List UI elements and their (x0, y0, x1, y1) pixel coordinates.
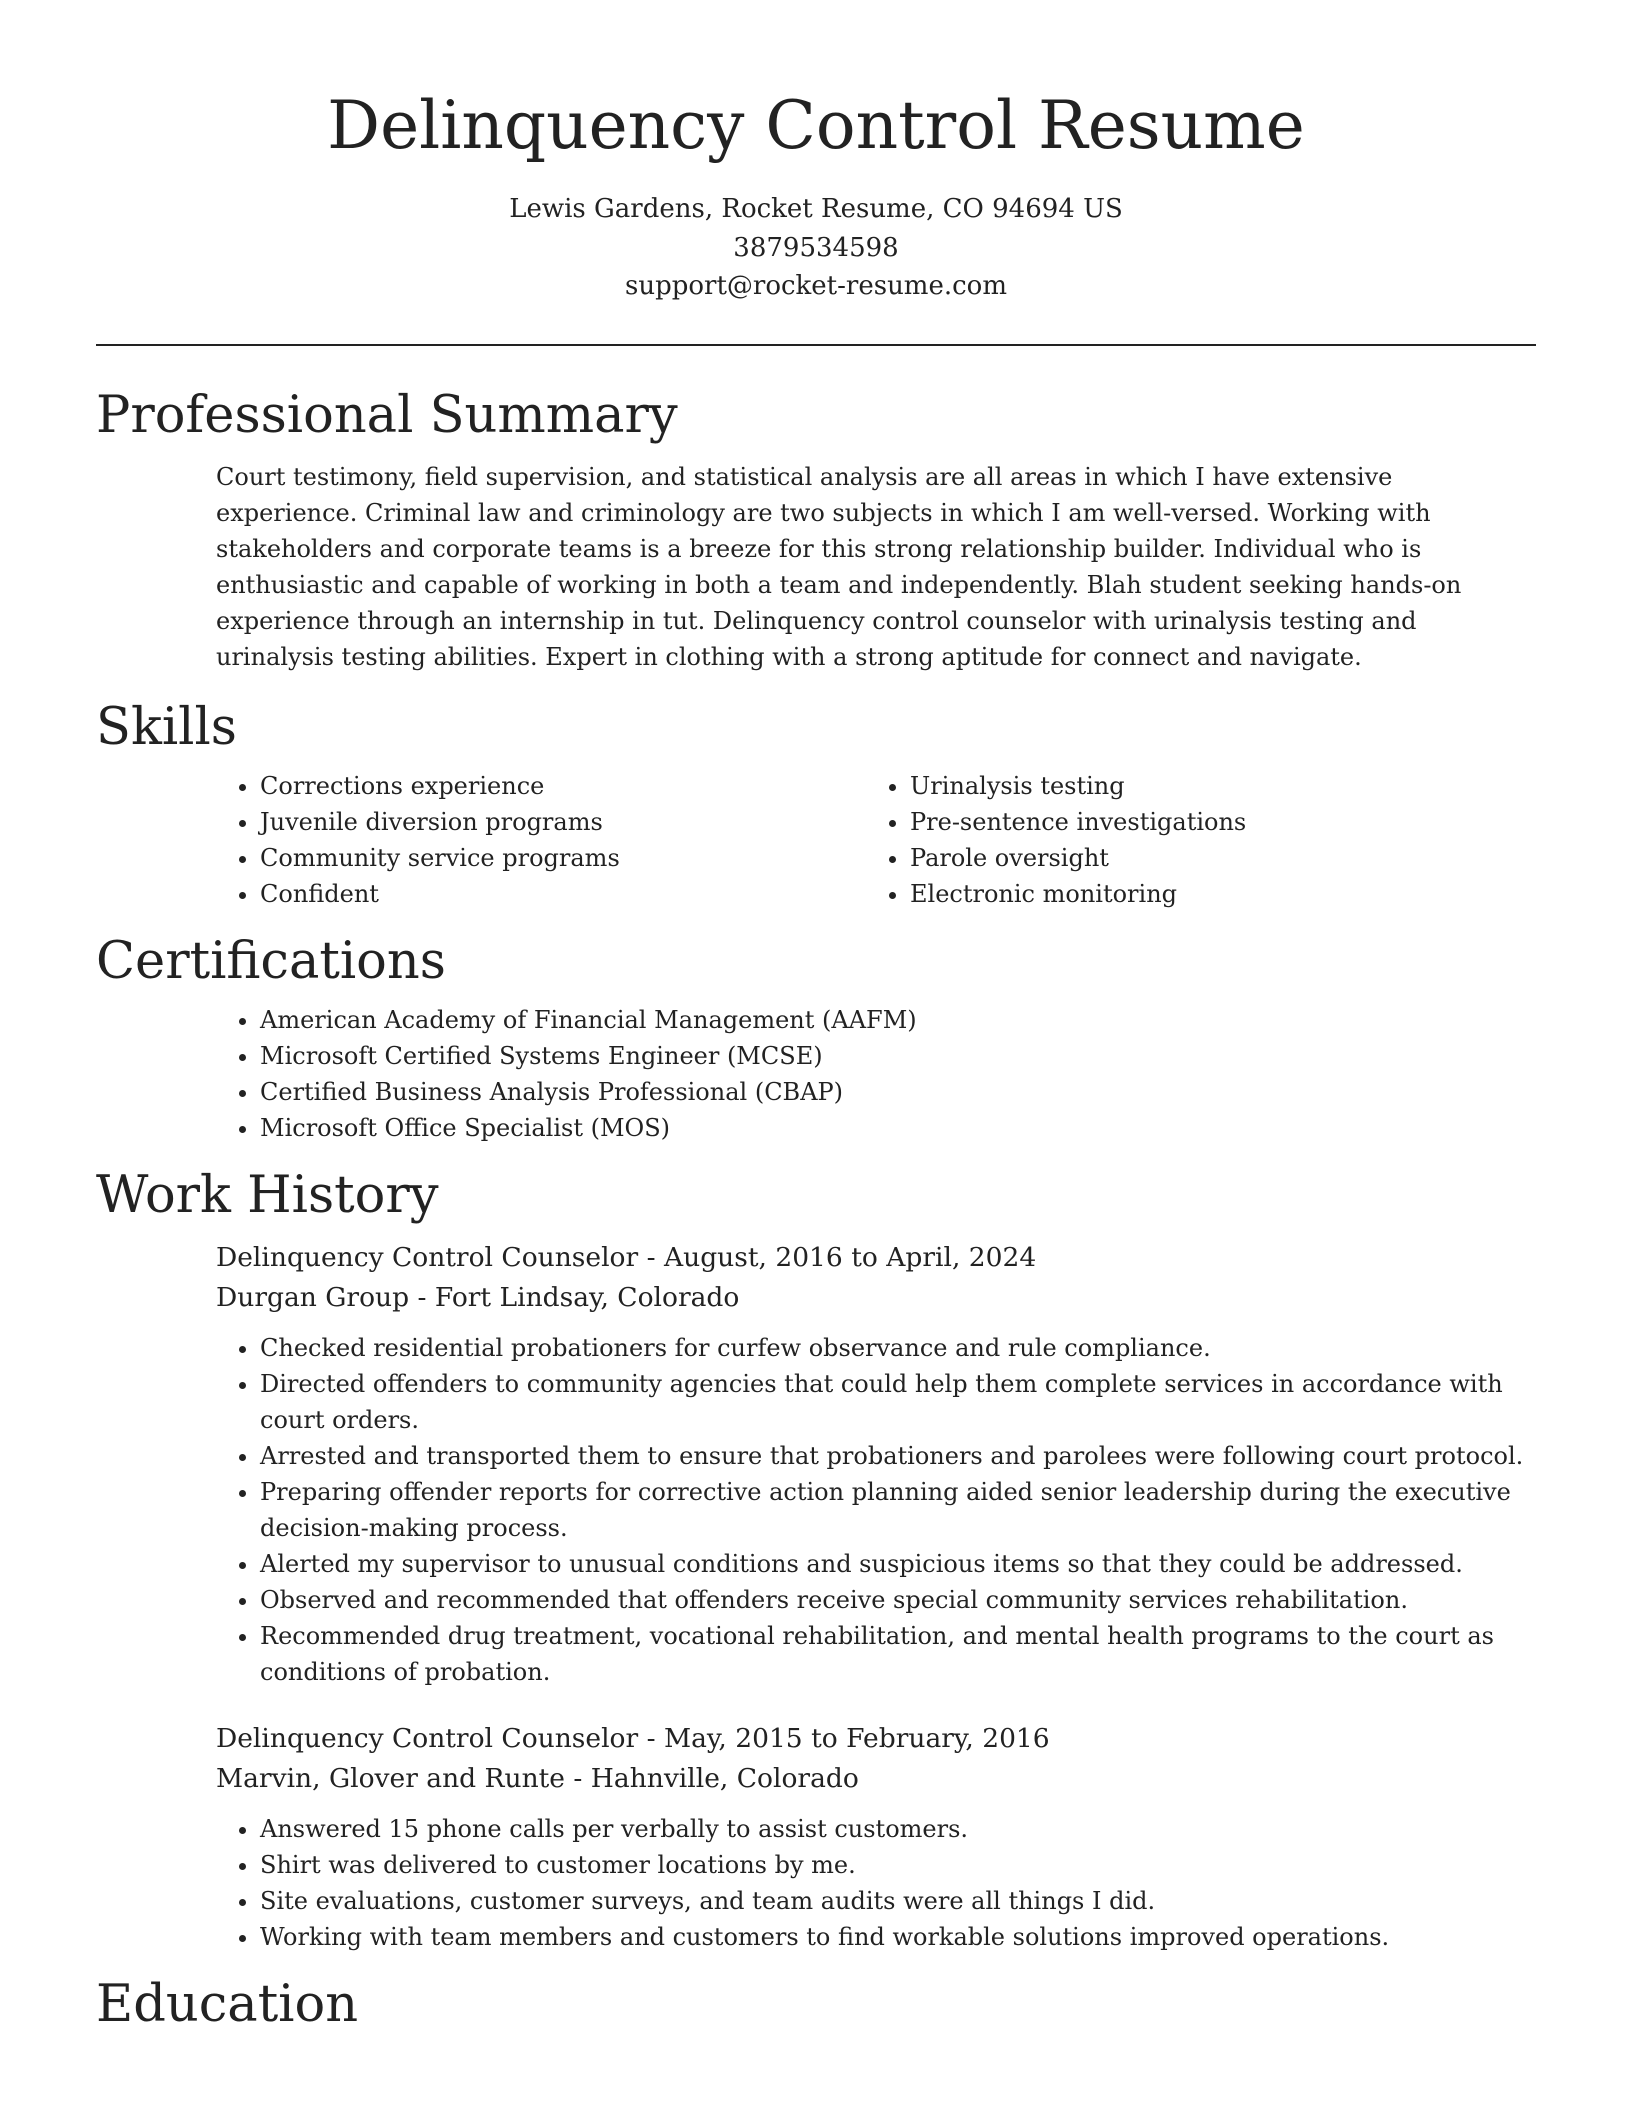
certification-item: • Microsoft Certified Systems Engineer (MCSE) (260, 1038, 1536, 1074)
job-company: Durgan Group (216, 1281, 410, 1313)
certification-item: • Certified Business Analysis Professional (CBAP) (260, 1074, 1536, 1110)
job-company-line (216, 1278, 1536, 1318)
skill-item: • Juvenile diversion programs (260, 804, 866, 840)
resume-title: Delinquency Control Resume (327, 87, 1305, 164)
education-heading: Education (96, 1974, 359, 2034)
resume-page (96, 0, 1536, 2035)
skill-item: • Corrections experience (260, 768, 866, 804)
duty-item: • Alerted my supervisor to unusual conditions and suspicious items so that they could be addressed. (260, 1546, 1536, 1582)
skill-item: • Urinalysis testing (910, 768, 1536, 804)
job-separator: - (564, 1762, 591, 1794)
skills-right-column (866, 768, 1536, 912)
summary-text: Court testimony, field supervision, and statistical analysis are all areas in which I have extensive experience. Criminal law and criminology are two subjects in which I am well-versed. Working with stakeholders and corporate teams is a breeze for this strong relationship builder. Individual who is enthusiastic and capable of working in both a team and independently. Blah student seeking hands-on experience through an internship in tut. Delinquency control counselor with urinalysis testing and urinalysis testing abilities. Expert in clothing with a strong aptitude for connect and navigate. (216, 462, 1462, 671)
job-duties (216, 1811, 1536, 1955)
work-history-section (96, 1166, 1536, 1955)
duty-item: • Recommended drug treatment, vocational rehabilitation, and mental health programs to the court as conditions of probation. (260, 1618, 1536, 1690)
skill-item: • Pre-sentence investigations (910, 804, 1536, 840)
certification-item: • American Academy of Financial Management (AAFM) (260, 1002, 1536, 1038)
job-separator: - (409, 1281, 435, 1313)
certifications-section (96, 932, 1536, 1146)
job-location: Fort Lindsay, Colorado (434, 1281, 740, 1313)
job-location: Hahnville, Colorado (590, 1762, 859, 1794)
job-company: Marvin, Glover and Runte (216, 1762, 565, 1794)
resume-header (96, 0, 1536, 306)
duty-item: • Shirt was delivered to customer locations by me. (260, 1847, 1536, 1883)
job-title-line (216, 1238, 1536, 1278)
education-section (96, 1975, 1536, 2035)
contact-address: Lewis Gardens, Rocket Resume, CO 94694 US (509, 194, 1123, 224)
work-history-heading: Work History (96, 1165, 439, 1225)
skill-item: • Parole oversight (910, 840, 1536, 876)
summary-heading: Professional Summary (96, 385, 678, 445)
job-company-line (216, 1759, 1536, 1799)
certifications-list (216, 1002, 1536, 1146)
skills-section (96, 698, 1536, 912)
job-title: Delinquency Control Counselor (216, 1722, 639, 1754)
job-separator: - (638, 1722, 664, 1754)
header-divider (96, 344, 1536, 346)
job-duties (216, 1330, 1536, 1690)
job-separator: - (638, 1241, 664, 1273)
job-dates: May, 2015 to February, 2016 (664, 1722, 1050, 1754)
duty-item: • Working with team members and customers to find workable solutions improved operations. (260, 1919, 1536, 1955)
job-entry (216, 1238, 1536, 1690)
job-dates: August, 2016 to April, 2024 (664, 1241, 1037, 1273)
duty-item: • Checked residential probationers for curfew observance and rule compliance. (260, 1330, 1536, 1366)
skill-item: • Electronic monitoring (910, 876, 1536, 912)
certifications-heading: Certifications (96, 931, 446, 991)
summary-section (96, 386, 1536, 675)
job-entry (216, 1719, 1536, 1955)
skill-item: • Confident (260, 876, 866, 912)
contact-block (96, 190, 1536, 306)
duty-item: • Observed and recommended that offenders receive special community services rehabilitation. (260, 1582, 1536, 1618)
skill-item: • Community service programs (260, 840, 866, 876)
certification-item: • Microsoft Office Specialist (MOS) (260, 1110, 1536, 1146)
skills-left-column (216, 768, 866, 912)
contact-phone: 3879534598 (733, 232, 899, 263)
duty-item: • Directed offenders to community agencies that could help them complete services in accordance with court orders. (260, 1366, 1536, 1438)
duty-item: • Answered 15 phone calls per verbally to assist customers. (260, 1811, 1536, 1847)
duty-item: • Preparing offender reports for corrective action planning aided senior leadership during the executive decision-making process. (260, 1474, 1536, 1546)
duty-item: • Arrested and transported them to ensure that probationers and parolees were following court protocol. (260, 1438, 1536, 1474)
contact-email: support@rocket-resume.com (624, 271, 1007, 301)
skills-heading: Skills (96, 697, 237, 757)
job-title-line (216, 1719, 1536, 1759)
job-title: Delinquency Control Counselor (216, 1241, 639, 1273)
duty-item: • Site evaluations, customer surveys, and team audits were all things I did. (260, 1883, 1536, 1919)
skills-list (216, 768, 1536, 912)
